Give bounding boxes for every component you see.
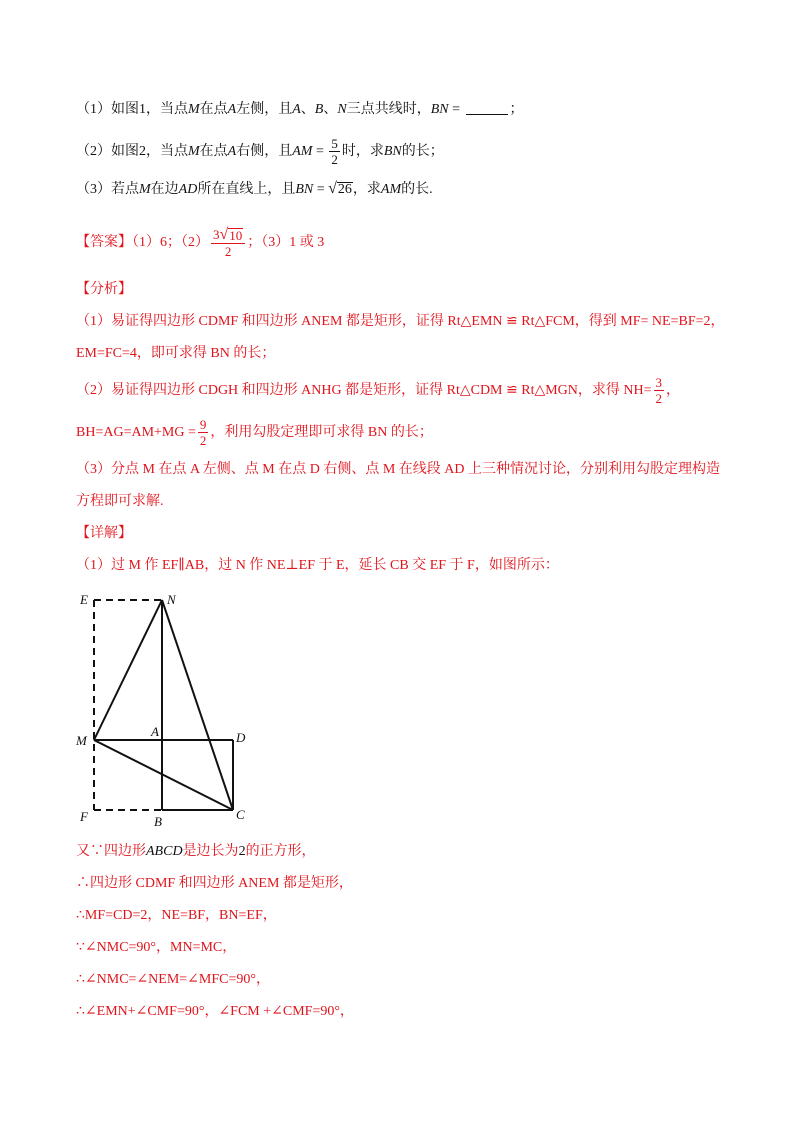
answer-text: ；（3）1 或 3	[247, 235, 325, 250]
q1-text: 三点共线时，	[346, 102, 431, 117]
q2-equals: =	[312, 144, 328, 159]
sqrt-sign-icon: √	[219, 225, 229, 243]
detail-line-6: ∴∠NMC=∠NEM=∠MFC=90°，	[76, 972, 270, 987]
analysis-line-2: EM=FC=4，即可求得 BN 的长；	[76, 346, 276, 361]
q3-var-bn: BN	[295, 182, 314, 197]
sqrt-radicand: 26	[337, 182, 352, 197]
label-c: C	[236, 807, 245, 822]
detail-line-3: ∴四边形 CDMF 和四边形 ANEM 都是矩形，	[76, 876, 353, 891]
q2-fraction	[329, 136, 340, 167]
detail-line-2	[76, 842, 316, 862]
label-d: D	[236, 730, 246, 745]
sqrt-radicand: 10	[229, 227, 243, 243]
label-m: M	[76, 733, 87, 748]
analysis-label: 【分析】	[76, 282, 132, 297]
question-1	[76, 100, 524, 120]
fraction-denominator: 2	[331, 152, 338, 168]
analysis-line-3	[76, 374, 680, 408]
detail-number: 2	[238, 844, 246, 859]
detail-text: 又∵四边形	[76, 844, 146, 859]
detail-line-5: ∵∠NMC=90°，MN=MC，	[76, 940, 237, 955]
q2-var-m: M	[188, 144, 200, 159]
answer-line	[76, 224, 324, 262]
q2-var-am: AM	[292, 144, 313, 159]
fraction-denominator: 2	[199, 433, 207, 449]
q1-text: 在点	[199, 102, 228, 117]
label-f: F	[80, 809, 88, 824]
q1-var-b: B	[314, 102, 324, 117]
fraction-numerator: 3	[655, 375, 663, 391]
analysis-line-5: （3）分点 M 在点 A 左侧、点 M 在点 D 右侧、点 M 在线段 AD 上三种情况讨论，分别利用勾股定理构造	[76, 462, 721, 477]
q1-var-bn: BN	[430, 102, 449, 117]
q1-text: 左侧，且	[236, 102, 293, 117]
q2-text: 右侧，且	[236, 144, 293, 159]
q3-text: 所在直线上，且	[197, 182, 296, 197]
detail-line-4: ∴MF=CD=2，NE=BF，BN=EF，	[76, 908, 277, 923]
fraction-numerator: 9	[199, 417, 207, 433]
label-b: B	[154, 814, 162, 829]
detail-var-abcd: ABCD	[146, 844, 183, 859]
answer-text: （1）6；（2）	[132, 235, 209, 250]
q1-sep: 、	[300, 102, 315, 117]
answer-coef: 3	[213, 226, 220, 242]
q1-var-m: M	[188, 102, 200, 117]
q2-var-bn: BN	[383, 144, 402, 159]
label-e: E	[80, 592, 88, 607]
fraction-denominator: 2	[655, 391, 663, 407]
q3-text: （3）若点	[76, 182, 139, 197]
question-3	[76, 180, 433, 200]
q2-text: 在点	[199, 144, 228, 159]
q3-end: 的长.	[401, 182, 433, 197]
analysis-fraction-bh	[198, 417, 209, 448]
q3-equals: =	[313, 182, 329, 197]
q3-text: 在边	[150, 182, 179, 197]
q3-var-ad: AD	[178, 182, 198, 197]
q1-equals: =	[448, 102, 464, 117]
q1-text: （1）如图1，当点	[76, 102, 188, 117]
analysis-text: ，利用勾股定理即可求得 BN 的长；	[210, 425, 433, 440]
fraction-denominator: 2	[224, 243, 232, 259]
sqrt-sign-icon: √	[328, 180, 337, 197]
q3-var-am: AM	[380, 182, 402, 197]
detail-text: 的正方形，	[245, 844, 316, 859]
analysis-line-4	[76, 416, 433, 450]
analysis-fraction-nh	[654, 375, 665, 406]
analysis-line-1: （1）易证得四边形 CDMF 和四边形 ANEM 都是矩形，证得 Rt△EMN ≌ Rt△FCM，得到 MF= NE=BF=2，	[76, 314, 725, 329]
q1-end: ；	[509, 102, 524, 117]
answer-fraction	[211, 227, 245, 259]
q3-text: ，求	[352, 182, 381, 197]
analysis-text: （2）易证得四边形 CDGH 和四边形 ANHG 都是矩形，证得 Rt△CDM ≌ Rt△MGN，求得 NH=	[76, 383, 652, 398]
q1-var-n: N	[337, 102, 347, 117]
geometry-figure	[70, 590, 260, 835]
q2-text: （2）如图2，当点	[76, 144, 188, 159]
analysis-text: ，	[666, 383, 681, 398]
answer-blank[interactable]	[466, 100, 508, 115]
answer-sqrt	[220, 227, 244, 243]
q3-var-m: M	[139, 182, 151, 197]
answer-label: 【答案】	[76, 235, 132, 250]
label-a: A	[151, 724, 159, 739]
label-n: N	[167, 592, 176, 607]
q2-text: 时，求	[341, 144, 384, 159]
detail-label: 【详解】	[76, 526, 132, 541]
fraction-numerator: 5	[331, 136, 338, 152]
analysis-text: BH=AG=AM+MG =	[76, 425, 196, 440]
q1-sep: 、	[323, 102, 338, 117]
q2-var-a: A	[227, 144, 237, 159]
q1-var-a: A	[292, 102, 301, 117]
analysis-line-6: 方程即可求解.	[76, 494, 164, 509]
detail-line-7: ∴∠EMN+∠CMF=90°，∠FCM +∠CMF=90°，	[76, 1004, 354, 1019]
q3-sqrt	[328, 181, 353, 197]
segment-nm	[94, 600, 162, 740]
question-2	[76, 136, 444, 168]
q1-var-a: A	[227, 102, 237, 117]
detail-text: 是边长为	[182, 844, 239, 859]
q2-end: 的长；	[401, 144, 444, 159]
detail-line-1: （1）过 M 作 EF∥AB，过 N 作 NE⊥EF 于 E，延长 CB 交 EF 于 F，如图所示：	[76, 558, 559, 573]
fraction-numerator	[211, 227, 245, 244]
